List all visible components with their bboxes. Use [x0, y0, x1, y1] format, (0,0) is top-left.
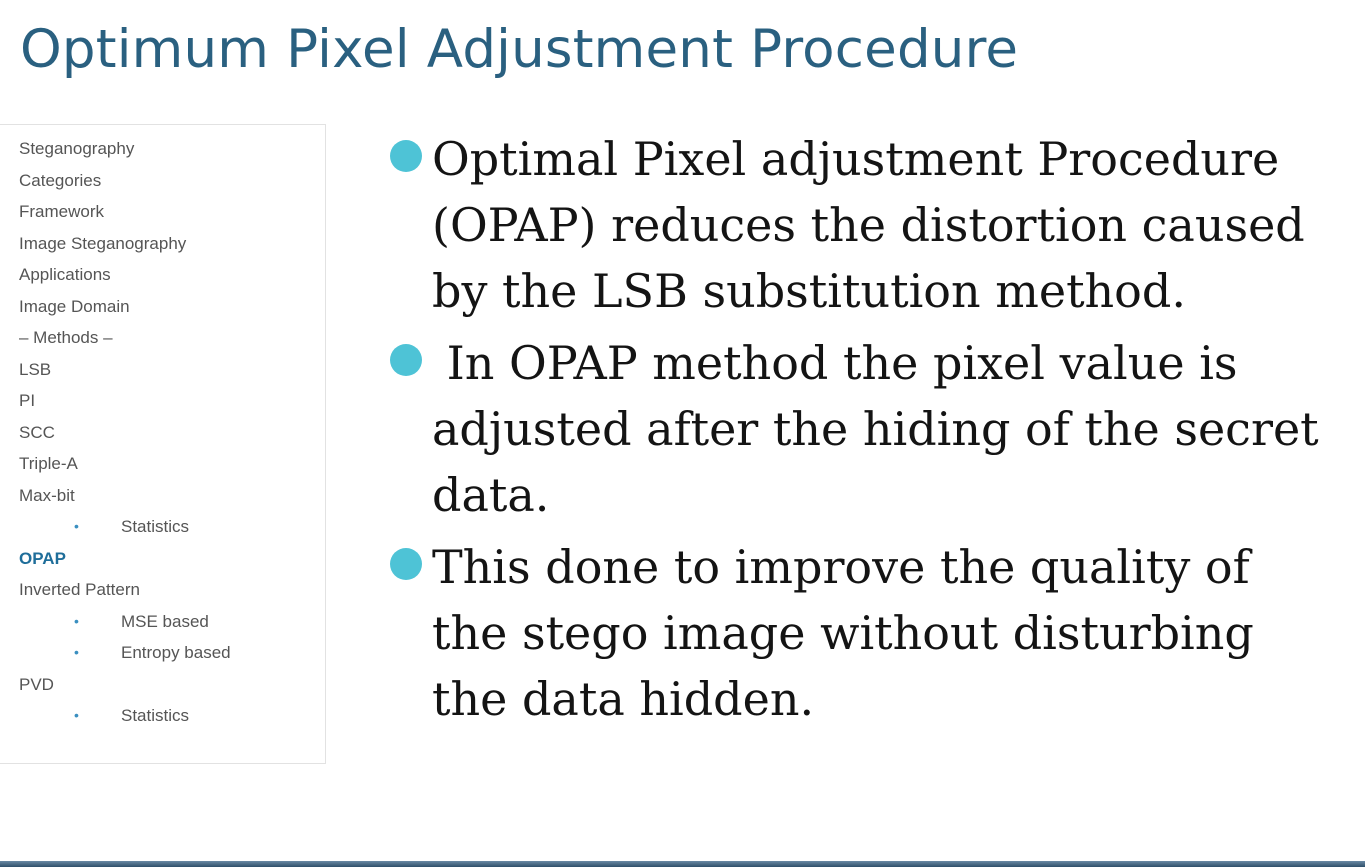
nav-item-categories[interactable]: Categories — [19, 170, 102, 190]
nav-subitem-mse-based[interactable] — [0, 606, 325, 638]
slide-content — [390, 126, 1334, 738]
nav-item-image-steganography[interactable]: Image Steganography — [19, 233, 187, 253]
navigation-list — [0, 133, 325, 732]
nav-item-max-bit[interactable]: Max-bit — [19, 485, 75, 505]
bullet-icon: • — [74, 644, 79, 660]
nav-subitem-label: Entropy based — [121, 643, 231, 662]
nav-subitem-entropy-based[interactable] — [0, 637, 325, 669]
nav-subitem-label: Statistics — [121, 517, 190, 536]
slide-title: Optimum Pixel Adjustment Procedure — [20, 19, 1019, 80]
bullet-text: This done to improve the quality of the stego image without disturbing the data hidden. — [432, 540, 1254, 726]
bullet-point — [390, 534, 1330, 732]
bullet-icon: • — [74, 707, 79, 723]
nav-item-opap[interactable]: OPAP — [19, 548, 66, 568]
nav-item-triple-a[interactable]: Triple-A — [19, 454, 78, 473]
bullet-point — [390, 330, 1334, 528]
bullet-text: In OPAP method the pixel value is adjusted after the hiding of the secret data. — [432, 336, 1334, 522]
bullet-dot-icon — [390, 140, 422, 172]
nav-item-image-domain[interactable]: Image Domain — [19, 296, 130, 316]
nav-item-inverted-pattern[interactable]: Inverted Pattern — [19, 580, 140, 599]
nav-subitem-max-bit-statistics[interactable] — [0, 511, 325, 543]
bullet-dot-icon — [390, 344, 422, 376]
nav-item-methods-heading[interactable]: – Methods – — [19, 328, 113, 347]
nav-subitem-label: Statistics — [121, 706, 190, 725]
bullet-dot-icon — [390, 548, 422, 580]
nav-subitem-label: MSE based — [121, 611, 209, 631]
nav-item-framework[interactable]: Framework — [19, 202, 105, 221]
navigation-panel — [0, 124, 326, 764]
nav-item-applications[interactable]: Applications — [19, 265, 111, 284]
bullet-icon: • — [74, 518, 79, 534]
nav-item-scc[interactable]: SCC — [19, 422, 55, 442]
window-bottom-border — [0, 861, 1365, 867]
nav-subitem-pvd-statistics[interactable] — [0, 700, 325, 732]
bullet-text: Optimal Pixel adjustment Procedure (OPAP) reduces the distortion caused by the LSB substitution method. — [432, 132, 1305, 318]
nav-item-steganography[interactable]: Steganography — [19, 139, 135, 158]
bullet-icon: • — [74, 612, 79, 629]
nav-item-pvd[interactable]: PVD — [19, 674, 54, 694]
nav-item-pi[interactable]: PI — [19, 391, 36, 410]
nav-item-lsb[interactable]: LSB — [19, 359, 52, 379]
bullet-point — [390, 126, 1330, 324]
